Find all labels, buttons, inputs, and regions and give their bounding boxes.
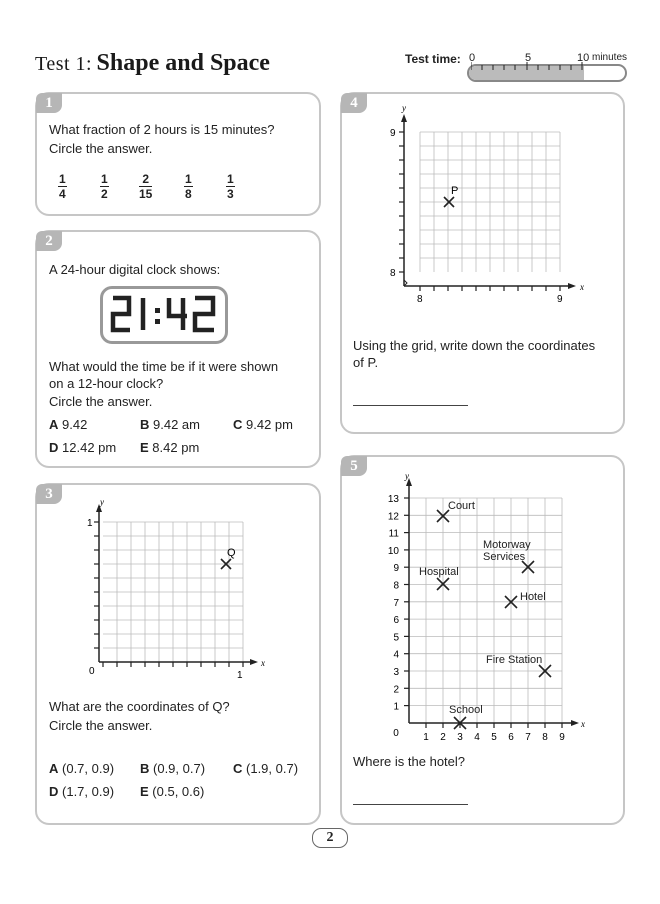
q4-question-2: of P. — [353, 355, 379, 370]
option-letter: A — [49, 761, 59, 776]
q3-option-b[interactable] — [140, 761, 205, 776]
point-p-label: P — [451, 185, 459, 197]
q4-answer-line[interactable] — [353, 405, 468, 406]
q4-x-left: 8 — [417, 294, 423, 305]
frac-den: 4 — [59, 187, 66, 201]
q3-y-tick: 1 — [87, 518, 93, 529]
option-letter: D — [49, 784, 59, 799]
frac-den: 8 — [185, 187, 192, 201]
frac-den: 3 — [227, 187, 234, 201]
q2-option-e[interactable] — [140, 440, 199, 455]
motorway-label-1: Motorway — [483, 539, 531, 551]
question-4-number: 4 — [341, 93, 367, 113]
q4-question-1: Using the grid, write down the coordinates — [353, 338, 596, 353]
frac-num: 1 — [59, 172, 66, 186]
point-q-label: Q — [227, 547, 236, 559]
question-5-number: 5 — [341, 456, 367, 476]
q5-y-tick-12: 12 — [387, 511, 399, 523]
q5-y-tick-1: 1 — [393, 701, 399, 713]
option-value: (0.7, 0.9) — [62, 761, 115, 776]
timer-mid: 5 — [525, 52, 532, 64]
q5-x-tick-2: 2 — [440, 732, 446, 743]
q3-x-tick: 1 — [237, 670, 243, 681]
option-value: 12.42 pm — [62, 440, 117, 455]
option-letter: C — [233, 417, 243, 432]
q5-origin: 0 — [393, 728, 399, 739]
q5-y-tick-11: 11 — [388, 528, 399, 540]
option-value: 9.42 pm — [246, 417, 293, 432]
q5-x-tick-1: 1 — [423, 732, 429, 743]
q5-x-tick-7: 7 — [525, 732, 531, 743]
q3-axis-y: y — [100, 497, 104, 507]
q2-option-d[interactable] — [49, 440, 116, 455]
q3-origin: 0 — [89, 666, 95, 677]
q5-y-tick-7: 7 — [393, 597, 399, 609]
q5-x-tick-9: 9 — [559, 732, 565, 743]
q2-option-c[interactable] — [233, 417, 293, 432]
q2-option-b[interactable] — [140, 417, 200, 432]
q5-y-tick-13: 13 — [387, 494, 399, 505]
option-letter: D — [49, 440, 59, 455]
q3-option-a[interactable] — [49, 761, 114, 776]
page-title — [35, 50, 270, 77]
q5-y-tick-6: 6 — [393, 615, 399, 627]
q5-x-tick-4: 4 — [474, 732, 480, 743]
subject-title: Shape and Space — [96, 50, 270, 76]
q2-intro: A 24-hour digital clock shows: — [49, 262, 221, 277]
frac-num: 1 — [227, 172, 234, 186]
q1-text-1: What fraction of 2 hours is 15 minutes? — [49, 122, 275, 137]
option-letter: B — [140, 417, 150, 432]
option-value: 9.42 am — [153, 417, 200, 432]
q5-y-tick-3: 3 — [393, 667, 399, 678]
q5-y-tick-8: 8 — [393, 580, 399, 592]
clock-digits — [103, 289, 225, 341]
q2-question-1: What would the time be if it were shown — [49, 359, 279, 374]
court-label: Court — [448, 500, 475, 512]
q4-axis-x: x — [580, 282, 584, 292]
frac-num: 1 — [101, 172, 108, 186]
test-timer — [405, 50, 630, 90]
option-value: 9.42 — [62, 417, 88, 432]
question-1-number: 1 — [36, 93, 62, 113]
q4-y-top: 9 — [390, 128, 396, 139]
q5-grid — [355, 470, 590, 745]
q4-x-right: 9 — [557, 294, 563, 305]
option-value: (0.5, 0.6) — [152, 784, 205, 799]
timer-ticks — [471, 62, 621, 70]
q5-question: Where is the hotel? — [353, 754, 466, 769]
q5-x-tick-5: 5 — [491, 732, 497, 743]
q3-option-e[interactable] — [140, 784, 204, 799]
q5-y-tick-5: 5 — [393, 632, 399, 644]
hospital-label: Hospital — [419, 566, 459, 578]
hotel-label: Hotel — [520, 591, 546, 603]
option-value: (0.9, 0.7) — [153, 761, 206, 776]
fraction-option-5[interactable] — [226, 173, 235, 200]
q3-instruction: Circle the answer. — [49, 718, 153, 733]
frac-den: 15 — [139, 187, 153, 201]
q3-axis-x: x — [261, 658, 265, 668]
timer-label: Test time: — [405, 52, 461, 66]
q4-y-bottom: 8 — [390, 268, 396, 279]
q3-grid — [80, 496, 280, 682]
q5-y-tick-9: 9 — [393, 563, 399, 575]
frac-num: 1 — [185, 172, 192, 186]
frac-num: 2 — [139, 173, 152, 187]
q5-axis-y: y — [405, 471, 409, 481]
frac-den: 2 — [101, 187, 108, 201]
q5-y-tick-4: 4 — [393, 649, 399, 661]
option-value: (1.9, 0.7) — [246, 761, 299, 776]
q2-question-2: on a 12-hour clock? — [49, 376, 164, 391]
digital-clock — [100, 286, 228, 344]
q1-text-2: Circle the answer. — [49, 141, 153, 156]
q3-option-c[interactable] — [233, 761, 298, 776]
school-label: School — [449, 704, 483, 716]
test-label: Test 1: — [35, 53, 93, 75]
motorway-label-2: Services — [483, 551, 526, 563]
option-value: 8.42 pm — [152, 440, 200, 455]
fraction-option-2[interactable] — [100, 173, 109, 200]
question-2-number: 2 — [36, 231, 62, 251]
fraction-option-3[interactable] — [139, 173, 152, 200]
clock-time: 21:42 — [103, 289, 106, 290]
q4-grid — [380, 100, 610, 305]
q5-x-tick-8: 8 — [542, 732, 548, 743]
q2-instruction: Circle the answer. — [49, 394, 153, 409]
q5-x-tick-3: 3 — [457, 732, 463, 743]
timer-start: 0 — [469, 52, 476, 64]
option-letter: E — [140, 440, 149, 455]
page-number: 2 — [312, 828, 348, 848]
q5-axis-x: x — [581, 719, 585, 729]
q3-question: What are the coordinates of Q? — [49, 699, 230, 714]
option-value: (1.7, 0.9) — [62, 784, 115, 799]
q4-axis-y: y — [402, 103, 406, 113]
option-letter: A — [49, 417, 59, 432]
question-3-number: 3 — [36, 484, 62, 504]
q2-option-a[interactable] — [49, 417, 87, 432]
q5-answer-line[interactable] — [353, 804, 468, 805]
option-letter: C — [233, 761, 243, 776]
q3-option-d[interactable] — [49, 784, 114, 799]
q5-x-tick-6: 6 — [508, 732, 514, 743]
timer-unit: minutes — [592, 52, 628, 63]
option-letter: E — [140, 784, 149, 799]
q5-y-tick-10: 10 — [387, 545, 399, 557]
q5-y-tick-2: 2 — [393, 684, 399, 696]
fire-station-label: Fire Station — [486, 654, 543, 666]
timer-end: 10 — [577, 52, 590, 64]
option-letter: B — [140, 761, 150, 776]
fraction-option-4[interactable] — [184, 173, 193, 200]
fraction-option-1[interactable] — [58, 173, 67, 200]
